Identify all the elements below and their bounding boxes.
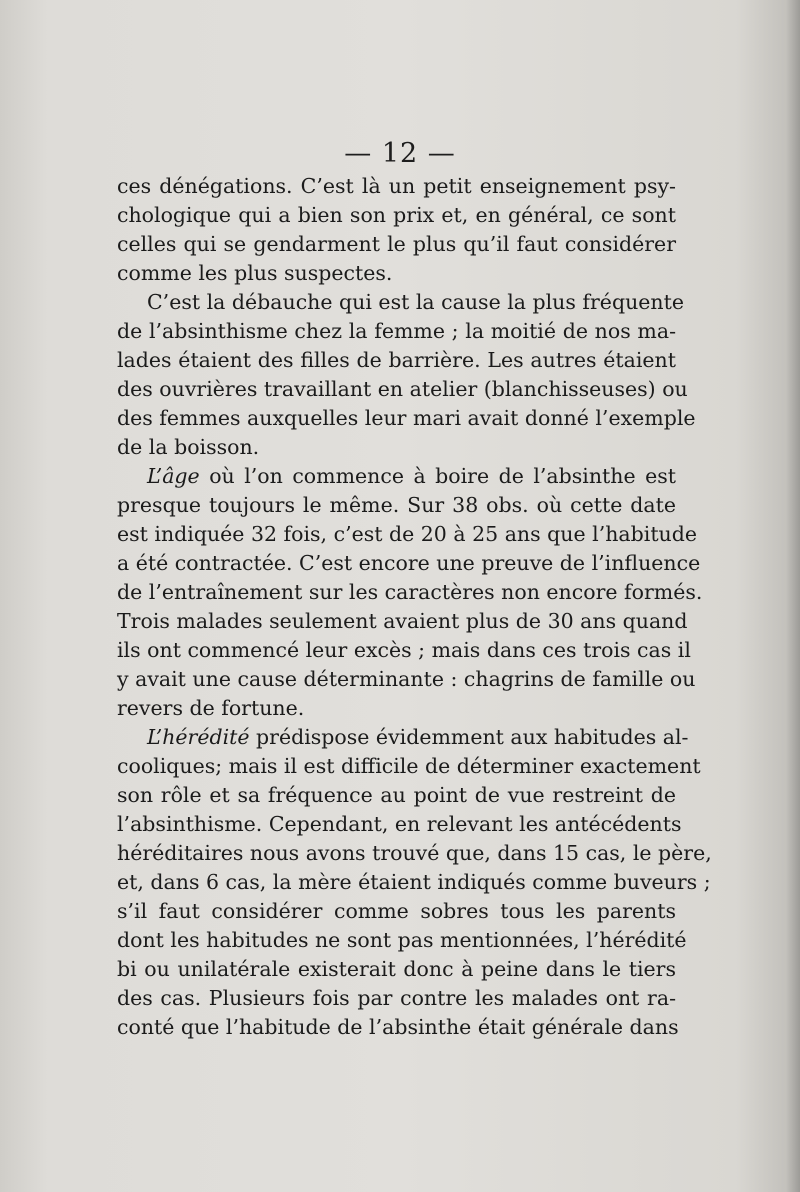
text-line (117, 172, 676, 201)
line-text: Trois malades seulement avaient plus de 30 ans quand (117, 609, 688, 633)
line-text: conté que l’habitude de l’absinthe était générale dans (117, 1015, 679, 1039)
line-text: dont les habitudes ne sont pas mentionnées, l’hérédité (117, 928, 687, 952)
text-line (117, 926, 687, 955)
line-text: de la boisson. (117, 435, 260, 459)
body-text (117, 172, 712, 1042)
text-line (117, 578, 703, 607)
text-line (117, 433, 676, 462)
text-line (117, 897, 676, 926)
text-line (117, 375, 688, 404)
text-line (117, 955, 676, 984)
text-line (117, 694, 676, 723)
text-line (117, 868, 711, 897)
line-text: des cas. Plusieurs fois par contre les malades ont ra- (117, 986, 676, 1010)
text-line (117, 201, 676, 230)
text-line (117, 607, 688, 636)
line-text: héréditaires nous avons trouvé que, dans 15 cas, le père, (117, 841, 712, 865)
text-line (117, 839, 712, 868)
italic-term: L’âge (147, 464, 200, 488)
line-text: cooliques; mais il est difficile de déterminer exactement (117, 754, 701, 778)
text-line (117, 259, 676, 288)
line-text: a été contractée. C’est encore une preuve de l’influence (117, 551, 701, 575)
text-line (117, 491, 676, 520)
italic-term: L’hérédité (147, 725, 250, 749)
page-number: — 12 — (344, 138, 456, 169)
line-text: et, dans 6 cas, la mère étaient indiqués comme buveurs ; (117, 870, 711, 894)
line-text: chologique qui a bien son prix et, en général, ce sont (117, 203, 676, 227)
line-text: des ouvrières travaillant en atelier (blanchisseuses) ou (117, 377, 688, 401)
line-text: ces dénégations. C’est là un petit enseignement psy- (117, 174, 676, 198)
line-text: prédispose évidemment aux habitudes al- (249, 725, 689, 749)
line-text: ils ont commencé leur excès ; mais dans ces trois cas il (117, 638, 691, 662)
line-text: lades étaient des filles de barrière. Les autres étaient (117, 348, 676, 372)
text-line (117, 404, 696, 433)
line-text: où l’on commence à boire de l’absinthe est (199, 464, 676, 488)
text-line (117, 230, 676, 259)
text-line (117, 752, 701, 781)
text-line (117, 346, 676, 375)
text-line (117, 1013, 679, 1042)
text-line (117, 984, 676, 1013)
text-line (117, 520, 698, 549)
page-edge-shadow (786, 0, 800, 1192)
line-text: de l’absinthisme chez la femme ; la moitié de nos ma- (117, 319, 676, 343)
line-text: bi ou unilatérale existerait donc à peine dans le tiers (117, 957, 676, 981)
line-text: celles qui se gendarment le plus qu’il faut considérer (117, 232, 676, 256)
line-text: C’est la débauche qui est la cause la plus fréquente (147, 290, 684, 314)
line-text: est indiquée 32 fois, c’est de 20 à 25 ans que l’habitude (117, 522, 698, 546)
line-text: l’absinthisme. Cependant, en relevant les antécédents (117, 812, 682, 836)
text-line (117, 288, 684, 317)
line-text: de l’entraînement sur les caractères non encore formés. (117, 580, 703, 604)
text-line (117, 549, 701, 578)
text-line (117, 723, 689, 752)
line-text: des femmes auxquelles leur mari avait donné l’exemple (117, 406, 696, 430)
line-text: son rôle et sa fréquence au point de vue restreint de (117, 783, 676, 807)
text-line (117, 636, 691, 665)
line-text: s’il faut considérer comme sobres tous les parents (117, 899, 676, 923)
line-text: y avait une cause déterminante : chagrins de famille ou (117, 667, 696, 691)
text-line (117, 665, 696, 694)
text-line (117, 462, 676, 491)
text-line (117, 317, 676, 346)
text-line (117, 810, 682, 839)
line-text: presque toujours le même. Sur 38 obs. où cette date (117, 493, 676, 517)
text-line (117, 781, 676, 810)
line-text: revers de fortune. (117, 696, 305, 720)
line-text: comme les plus suspectes. (117, 261, 393, 285)
